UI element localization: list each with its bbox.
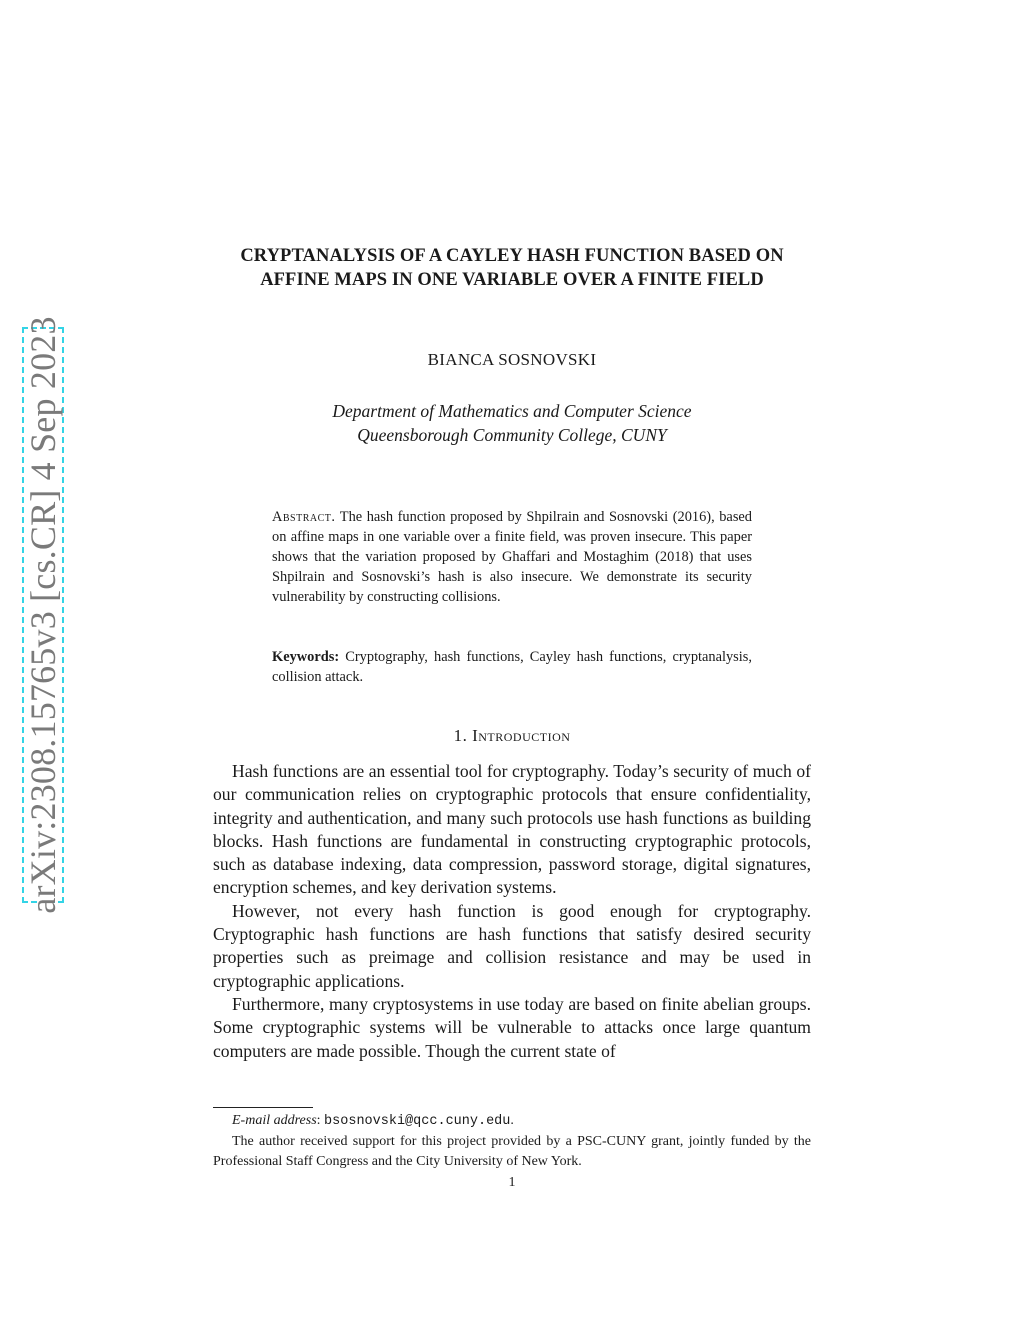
affiliation-line-2: Queensborough Community College, CUNY — [357, 425, 667, 445]
footnotes — [213, 1111, 811, 1172]
affiliation-line-1: Department of Mathematics and Computer Science — [332, 401, 692, 421]
footnote-rule — [213, 1107, 313, 1108]
abstract-label: Abstract. — [272, 509, 336, 525]
section-heading — [0, 726, 1024, 746]
paragraph-2: However, not every hash function is good enough for cryptography. Cryptographic hash functions are hash functions that satisfy desired security properties such as preimage and collision resistance and may be used in cryptographic applications. — [213, 900, 811, 991]
paragraph-1: Hash functions are an essential tool for cryptography. Today’s security of much of our communication relies on cryptographic protocols that ensure confidentiality, integrity and authentication, and many such protocols use hash functions as building blocks. Hash functions are fundamental in constructing cryptographic protocols, such as database indexing, data compression, password storage, digital signatures, encryption schemes, and key derivation systems. — [213, 761, 811, 898]
keywords-text: Cryptography, hash functions, Cayley hash functions, cryptanalysis, collision attack. — [272, 649, 752, 685]
email-label: E-mail address — [232, 1113, 317, 1128]
footnote-email: E-mail address: bsosnovski@qcc.cuny.edu. — [232, 1113, 514, 1129]
title-line-2: AFFINE MAPS IN ONE VARIABLE OVER A FINITE FIELD — [260, 270, 764, 290]
arxiv-stamp-text: arXiv:2308.15765v3 [cs.CR] 4 Sep 2023 — [23, 316, 63, 914]
keywords — [272, 647, 752, 687]
page-number: 1 — [508, 1175, 516, 1190]
paragraph-3: Furthermore, many cryptosystems in use today are based on finite abelian groups. Some cryptographic systems will be vulnerable to attacks once large quantum computers are made possible. Though the current state of — [213, 993, 811, 1061]
email-address[interactable]: bsosnovski@qcc.cuny.edu — [324, 1114, 511, 1129]
keywords-label: Keywords: — [272, 649, 340, 665]
abstract — [272, 507, 752, 607]
section-number: 1. — [453, 726, 468, 745]
title-line-1: CRYPTANALYSIS OF A CAYLEY HASH FUNCTION BASED ON — [240, 246, 784, 266]
section-title: Introduction — [472, 726, 571, 745]
affiliation — [0, 399, 1024, 447]
paper-title — [150, 244, 874, 292]
footnote-support: The author received support for this project provided by a PSC-CUNY grant, jointly funded by the Professional Staff Congress and the City University of New York. — [213, 1134, 811, 1169]
author-name: BIANCA SOSNOVSKI — [427, 350, 597, 369]
body-text — [213, 760, 811, 1063]
abstract-text: The hash function proposed by Shpilrain and Sosnovski (2016), based on affine maps in one variable over a finite field, was proven insecure. This paper shows that the variation proposed by Ghaffari and Mostaghim (2018) that uses Shpilrain and Sosnovski’s hash is also insecure. We demonstrate its security vulnerability by constructing collisions. — [272, 509, 753, 605]
